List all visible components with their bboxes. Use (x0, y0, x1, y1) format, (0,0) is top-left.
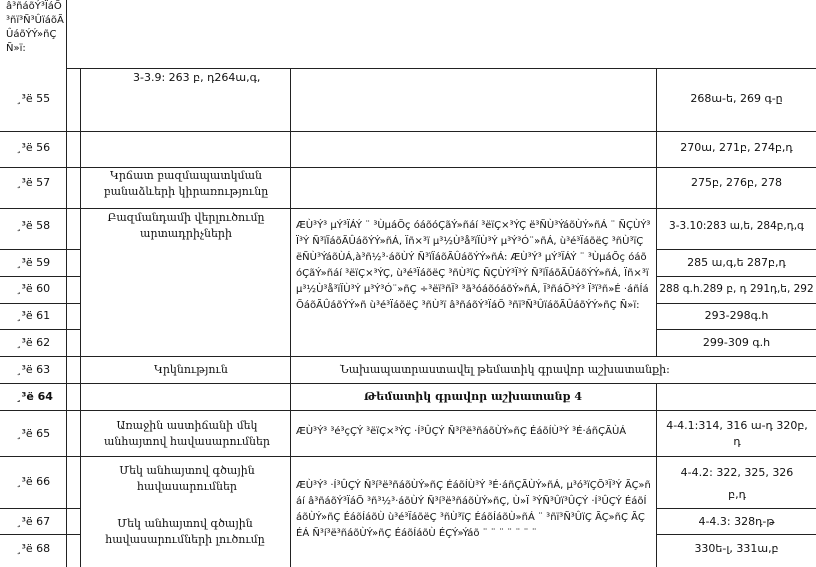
pages-cell: 299-309 գ.հ (702, 336, 771, 349)
header-line-1: â³ñáõÝ³ÏáÕ (6, 1, 62, 12)
lesson-number: ¸³ë 56 (16, 141, 51, 154)
section-heading: Թեմատիկ գրավոր աշխատանք 4 (363, 390, 583, 403)
lesson-number: ¸³ë 63 (16, 363, 51, 376)
pages-cell: 4-4.3: 328դ-թ (698, 515, 775, 528)
topic-cell: Կրճատ բազմապատկման բանաձևերի կիրառությունը (103, 169, 269, 198)
topic-cell: Բազմանդամի վերլուծումը արտադրիչների (107, 211, 265, 240)
topic-cell: Մեկ անհայտով գծային հավասարումներ (119, 464, 255, 493)
topic-cell: Կրկնություն (154, 363, 228, 376)
pages-cell: 270ա, 271բ, 274բ,դ (680, 141, 793, 154)
lesson-number: ¸³ë 55 (16, 92, 51, 105)
description-block: ÆÙ³Ý³ µÝ³ÏÁÝ ¨ ³ÙµáÕç óáõóÇãÝ»ñáí ³ëïÇ×³ÝÇ ë³ÑÙ³ÝáõÙÝ»ñÁ ¨ ÑÇÙÝ³Ï³Ý Ñ³ïÏáõÃÛáõÝÝ»ñÁ, Ïñ×³ï µ³½Ù³å³ïÏÙ³Ý µ³Ý³Ó¨»ñÁ, ù³é³ÏáõëÇ ³ñÙ³ïÇ ëÑÙ³ÝáõÙÁ,à³ñ½³·áõÙÝ Ñ³ïÏáõÃÛáõÝÝ»ñÁ: ÆÙ³Ý³ µÝ³ÏÁÝ ¨ ³ÙµáÕç óáõóÇãÝ»ñáí ³ëïÇ×³ÝÇ, ù³é³ÏáõëÇ ³ñÙ³ïÇ ÑÇÙÝ³Ï³Ý Ñ³ïÏáõÃÛáõÝÝ»ñÁ, Ïñ×³ï µ³½Ù³å³ïÏÙ³Ý µ³Ý³Ó¨»ñÇ ÷³ëï³ñÏ³ ³ã³óáõóáõÝ»ñÁ, Ï³ñáÕ³Ý³ Ï³ï³ñ»É ·áñÍáÕáõÃÛáõÝÝ»ñ ù³é³ÏáõëÇ ³ñÙ³ï â³ñáõÝ³ÏáÕ ³ñï³Ñ³ÛïáõÃÛáõÝÝ»ñÇ Ñ»ï: (296, 220, 651, 311)
pages-cell: 293-298գ.հ (704, 309, 769, 322)
pages-cell: 275բ, 276բ, 278 (691, 176, 782, 189)
header-line-3: ÛáõÝÝ»ñÇ (6, 29, 57, 40)
pages-cell: 285 ա,գ,ե 287բ,դ (687, 256, 786, 269)
pages-cell: 4-4.1:314, 316 ա-դ 320բ, դ (666, 419, 808, 448)
lesson-number: ¸³ë 66 (16, 475, 51, 488)
lesson-number: ¸³ë 65 (16, 427, 51, 440)
lesson-number: ¸³ë 67 (16, 515, 51, 528)
header-line-2: ³ñï³Ñ³ÛïáõÃ (6, 15, 64, 26)
pages-cell: 288 գ.հ.289 բ, դ 291դ,ե, 292 (659, 283, 814, 295)
topic-cell: 3-3.9: 263 բ, դ264ա,գ, (133, 71, 261, 84)
description-block: ÆÙ³Ý³ ³é³çÇÝ ³ëïÇ×³ÝÇ ·Í³ÛÇÝ Ñ³í³ë³ñáõÙÝ»ñÇ ÉáõÍÙ³Ý ³É·áñÇÃÙÁ (296, 426, 627, 437)
lesson-number: ¸³ë 62 (16, 336, 51, 349)
topic-cell: Առաջին աստիճանի մեկ անհայտով հավասարումներ (104, 419, 270, 448)
lesson-number: ¸³ë 58 (16, 219, 51, 232)
pages-cell: 330ե-լ, 331ա,բ (694, 542, 779, 555)
topic-cell: Մեկ անհայտով գծային հավասարումների լուծումը (105, 517, 265, 546)
pages-cell: 4-4.2: 322, 325, 326 բ,դ (680, 466, 794, 501)
lesson-number: ¸³ë 57 (16, 176, 51, 189)
pages-cell: 3-3.10:283 ա,ե, 284բ,դ,գ (669, 220, 804, 232)
pages-cell: 268ա-ե, 269 գ-ը (690, 92, 783, 105)
lesson-number: ¸³ë 59 (16, 256, 51, 269)
revision-note: Նախապատրաստավել թեմատիկ գրավոր աշխատանքի: (340, 363, 670, 376)
lesson-number: ¸³ë 61 (16, 309, 51, 322)
lesson-number: ¸³ë 60 (16, 282, 51, 295)
header-line-4: Ñ»ï: (6, 43, 26, 54)
lesson-number: ¸³ë 64 (16, 390, 53, 403)
description-block: ÆÙ³Ý³ ·Í³ÛÇÝ Ñ³í³ë³ñáõÙÝ»ñÇ ÉáõÍÙ³Ý ³É·áñÇÃÙÝ»ñÁ, µ³ó³ïÇÕ³Ï³Ý ÃÇ»ñáí â³ñáõÝ³ÏáÕ ³ñ³½³·áõÙÝ Ñ³í³ë³ñáõÙÝ»ñÇ, Ù»Ï ³ÝÑ³Ûï³ÛÇÝ ·Í³ÛÇÝ ÉáõÍáõÙÝ»ñÇ ÉáõÍáõÙ ù³é³ÏáõëÇ ³ñÙ³ïÇ ÉáõÍáõÙ»ñÁ ¨ ³ñï³Ñ³ÛïÇ ÃÇ»ñÇ ÃÇÉÁ Ñ³í³ë³ñáõÙÝ»ñÇ ÉáõÍáõÙ ÉÇÝ»Ýáõ ¨ ¨ ¨ ¨ ¨ ¨ ¨ (296, 480, 651, 539)
lesson-number: ¸³ë 68 (16, 542, 51, 555)
